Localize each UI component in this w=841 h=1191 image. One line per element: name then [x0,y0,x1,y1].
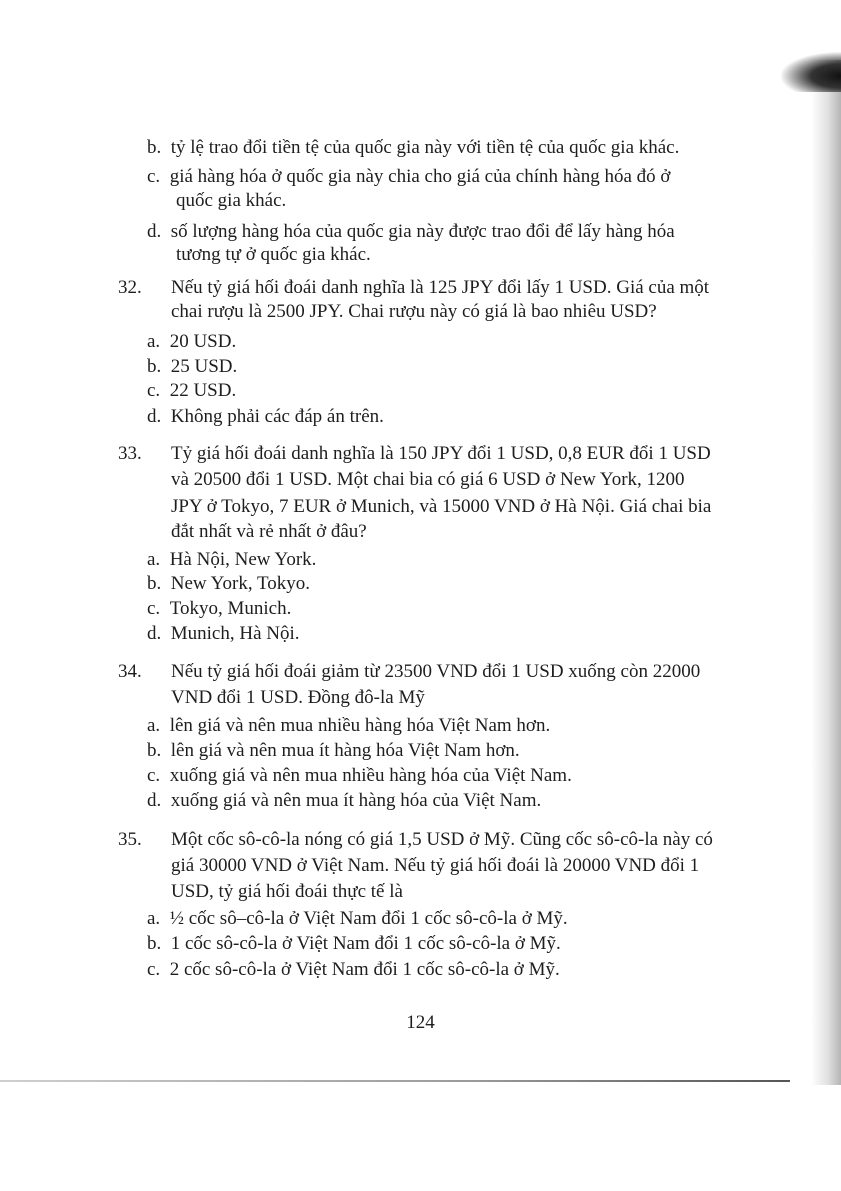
question-33-text: và 20500 đổi 1 USD. Một chai bia có giá 6 USD ở New York, 1200 [171,469,685,490]
question-33-text: Tỷ giá hối đoái danh nghĩa là 150 JPY đổi 1 USD, 0,8 EUR đổi 1 USD [171,443,711,464]
question-32-option-b: b. 25 USD. [147,356,238,377]
question-32-number: 32. [118,277,142,298]
option-text: số lượng hàng hóa của quốc gia này được trao đổi để lấy hàng hóa [170,221,675,242]
question-34-option-b: b. lên giá và nên mua ít hàng hóa Việt Nam hơn. [147,740,520,761]
option-text: giá hàng hóa ở quốc gia này chia cho giá của chính hàng hóa đó ở [169,166,671,187]
question-32-option-d: d. Không phải các đáp án trên. [147,406,384,427]
question-34-option-a: a. lên giá và nên mua nhiều hàng hóa Việt Nam hơn. [147,715,551,736]
continued-option-d: d. số lượng hàng hóa của quốc gia này được trao đổi để lấy hàng hóa [147,221,675,242]
continued-option-c: c. giá hàng hóa ở quốc gia này chia cho giá của chính hàng hóa đó ở [147,166,671,187]
question-35-text: giá 30000 VND ở Việt Nam. Nếu tỷ giá hối đoái là 20000 VND đổi 1 [171,855,700,876]
question-32-text: Nếu tỷ giá hối đoái danh nghĩa là 125 JPY đổi lấy 1 USD. Giá của một [171,277,710,298]
question-33-text: đắt nhất và rẻ nhất ở đâu? [171,521,367,542]
question-35-option-a: a. ½ cốc sô–cô-la ở Việt Nam đổi 1 cốc sô-cô-la ở Mỹ. [147,908,568,929]
continued-option-b: b. tỷ lệ trao đổi tiền tệ của quốc gia này với tiền tệ của quốc gia khác. [147,137,680,158]
question-35-text: Một cốc sô-cô-la nóng có giá 1,5 USD ở Mỹ. Cũng cốc sô-cô-la này có [171,829,713,850]
question-33-number: 33. [118,443,142,464]
option-text: tỷ lệ trao đổi tiền tệ của quốc gia này với tiền tệ của quốc gia khác. [170,137,680,158]
question-33-option-a: a. Hà Nội, New York. [147,549,317,570]
continued-option-d-line2: tương tự ở quốc gia khác. [176,244,371,265]
question-34-option-c: c. xuống giá và nên mua nhiều hàng hóa của Việt Nam. [147,765,572,786]
question-32-option-a: a. 20 USD. [147,331,237,352]
question-35-option-b: b. 1 cốc sô-cô-la ở Việt Nam đổi 1 cốc sô-cô-la ở Mỹ. [147,933,561,954]
continued-option-c-line2: quốc gia khác. [176,190,287,211]
question-33-option-b: b. New York, Tokyo. [147,573,311,594]
question-32-text: chai rượu là 2500 JPY. Chai rượu này có giá là bao nhiêu USD? [171,301,657,322]
question-34-option-d: d. xuống giá và nên mua ít hàng hóa của Việt Nam. [147,790,542,811]
question-35-text: USD, tỷ giá hối đoái thực tế là [171,881,403,902]
question-33-text: JPY ở Tokyo, 7 EUR ở Munich, và 15000 VND ở Hà Nội. Giá chai bia [171,496,712,517]
question-35-number: 35. [118,829,142,850]
page-number: 124 [406,1012,435,1033]
question-33-option-d: d. Munich, Hà Nội. [147,623,300,644]
question-32-option-c: c. 22 USD. [147,380,237,401]
question-34-text: VND đổi 1 USD. Đồng đô-la Mỹ [171,687,425,708]
question-34-text: Nếu tỷ giá hối đoái giảm từ 23500 VND đổi 1 USD xuống còn 22000 [171,661,701,682]
question-34-number: 34. [118,661,142,682]
question-33-option-c: c. Tokyo, Munich. [147,598,292,619]
question-35-option-c: c. 2 cốc sô-cô-la ở Việt Nam đổi 1 cốc sô-cô-la ở Mỹ. [147,959,560,980]
